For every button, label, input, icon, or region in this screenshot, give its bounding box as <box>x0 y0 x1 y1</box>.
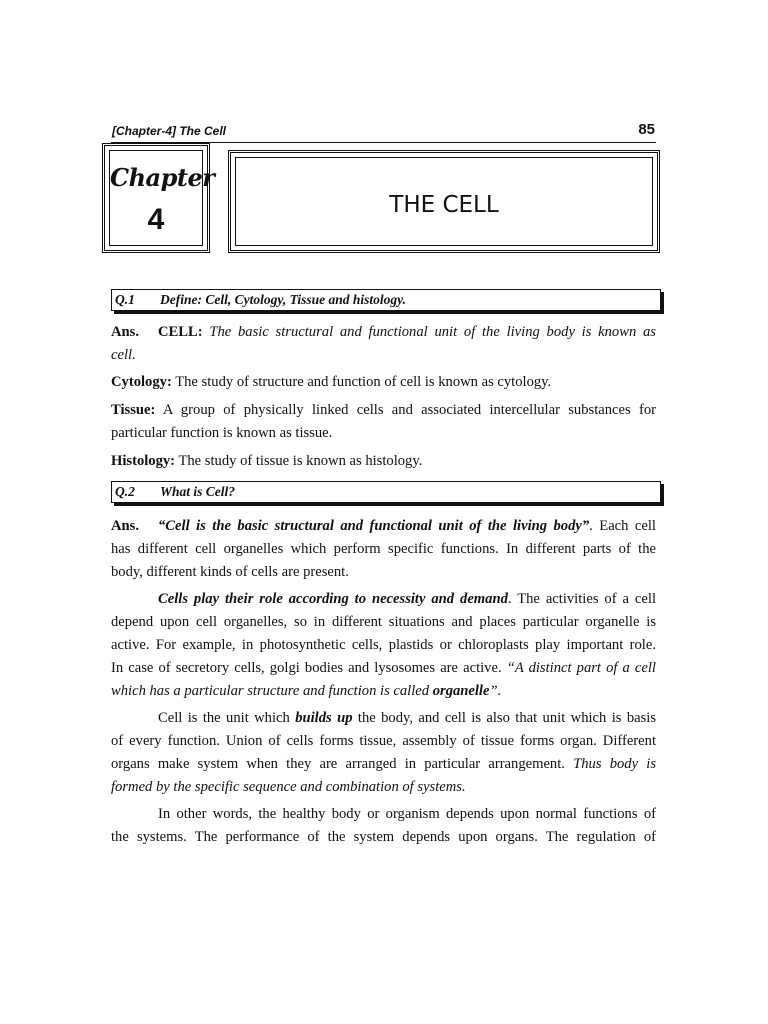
chapter-badge-inner-border <box>109 150 215 246</box>
answer-2-label: Ans. <box>111 518 139 534</box>
answer-2-p2-rest: . The activities of a cell <box>507 591 656 607</box>
answer-2-p4-line-1: In other words, the healthy body or organism depends upon normal functions of <box>158 806 656 822</box>
answer-2-p3-1c: the body, and cell is also that unit which is basis <box>352 710 657 726</box>
tissue-line-2 <box>111 422 656 445</box>
cytology-term: Cytology: <box>111 374 172 390</box>
cytology-line <box>111 371 656 394</box>
answer-2-paragraph-2 <box>111 588 656 703</box>
answer-2-p3-3a: organs make system when they are arranged in particular arrangement. <box>111 756 574 772</box>
tissue-text-2: particular function is known as tissue. <box>111 425 333 441</box>
chapter-badge <box>102 143 215 253</box>
histology-text: The study of tissue is known as histology. <box>178 453 423 469</box>
tissue-term: Tissue: <box>111 402 156 418</box>
tissue-text-1: A group of physically linked cells and associated intercellular substances for <box>162 402 656 418</box>
answer-2-p2-line-4a: In case of secretory cells, golgi bodies and lysosomes are active. <box>111 660 507 676</box>
organelle-quote-mid: which has a particular structure and function is called <box>111 683 433 699</box>
histology-term: Histology: <box>111 453 176 469</box>
chapter-label: Chapter <box>110 163 215 192</box>
tissue-line-1 <box>111 399 656 422</box>
tissue-definition <box>111 399 656 445</box>
chapter-number: 4 <box>147 203 165 236</box>
answer-1-line-2 <box>111 344 656 367</box>
organelle-term: organelle <box>432 683 490 699</box>
answer-2-p2-line-3: active. For example, in photosynthetic cells, plastids or chloroplasts play important role. <box>111 637 656 653</box>
answer-2-p3-3b: Thus body is <box>573 756 656 772</box>
answer-2-p2-line-1 <box>111 588 656 611</box>
builds-up-emphasis: builds up <box>295 710 353 726</box>
organelle-quote-start: “A distinct part of a cell <box>506 660 656 676</box>
answer-2-p3-4: formed by the specific sequence and combination of systems. <box>111 779 466 795</box>
question-2-box <box>111 481 661 503</box>
question-2-text: What is Cell? <box>160 484 236 499</box>
answer-2-p3-line-2: of every function. Union of cells forms tissue, assembly of tissue forms organ. Different <box>111 733 656 749</box>
page-number: 85 <box>638 121 655 138</box>
chapter-title: THE CELL <box>389 192 499 218</box>
question-1-number: Q.1 <box>115 292 135 307</box>
answer-2-p1-rest: . Each cell <box>589 518 656 534</box>
answer-2-p4-line-2: the systems. The performance of the system depends upon organs. The regulation of <box>111 829 656 845</box>
running-title: [Chapter-4] The Cell <box>112 124 227 138</box>
question-2-number: Q.2 <box>115 484 135 499</box>
cell-term: CELL: <box>158 324 203 340</box>
answer-2-p1-line-2: has different cell organelles which perform specific functions. In different parts of the <box>111 541 656 557</box>
answer-2-p3-line-3 <box>111 753 656 776</box>
answer-1-line-1 <box>111 321 656 344</box>
answer-2-p2-line-5 <box>111 680 656 703</box>
cell-definition-1: The basic structural and functional unit of the living body is known as <box>209 324 656 340</box>
answer-1-label: Ans. <box>111 324 139 340</box>
answer-2-p3-1a: Cell is the unit which <box>158 710 296 726</box>
organelle-quote-end: ”. <box>489 683 502 699</box>
cell-quote: “Cell is the basic structural and functional unit of the living body” <box>158 518 590 534</box>
answer-1-cell <box>111 321 656 367</box>
answer-2-p2-line-4 <box>111 657 656 680</box>
cytology-definition <box>111 371 656 394</box>
answer-2-p3-line-1 <box>111 707 656 730</box>
histology-line <box>111 450 656 473</box>
question-1-box <box>111 289 661 311</box>
question-1-text: Define: Cell, Cytology, Tissue and histology. <box>160 292 406 307</box>
cytology-text: The study of structure and function of cell is known as cytology. <box>175 374 552 390</box>
answer-2-p2-line-2: depend upon cell organelles, so in different situations and places particular organelle is <box>111 614 656 630</box>
answer-2-p3-line-4 <box>111 776 656 799</box>
answer-2-paragraph-3 <box>111 707 656 799</box>
histology-definition <box>111 450 656 473</box>
running-header <box>111 122 656 143</box>
chapter-title-box <box>228 150 660 253</box>
answer-2-paragraph-4 <box>111 803 656 849</box>
answer-2-p1-line-1 <box>111 515 656 538</box>
chapter-title-inner-border <box>235 157 653 246</box>
cell-definition-2: cell. <box>111 347 136 363</box>
answer-2-paragraph-1 <box>111 515 656 584</box>
role-emphasis: Cells play their role according to necessity and demand <box>158 591 508 607</box>
answer-2-p1-line-3: body, different kinds of cells are present. <box>111 564 349 580</box>
